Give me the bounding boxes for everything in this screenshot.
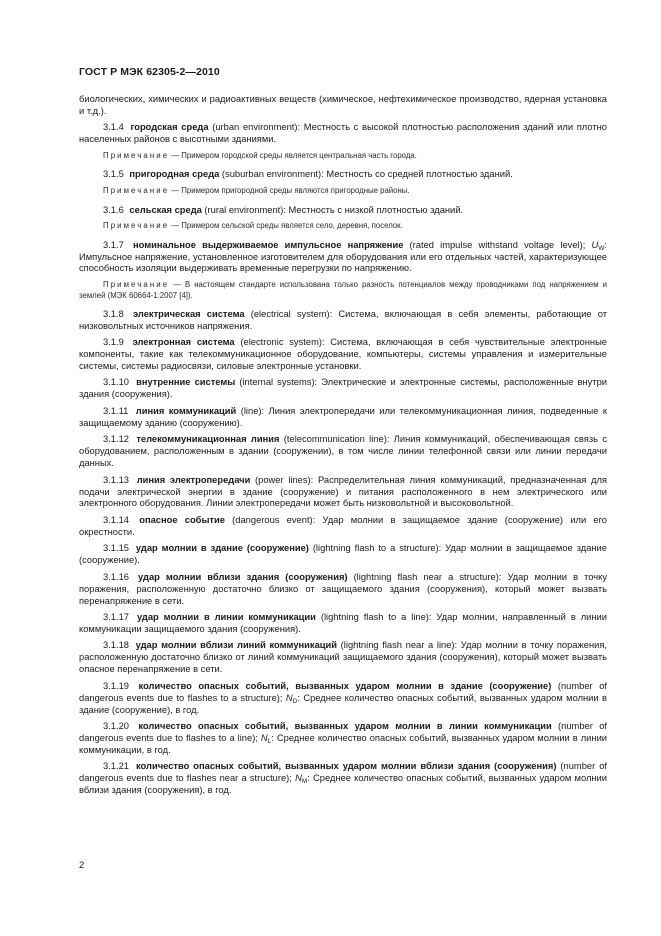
definition-term: городская среда: [130, 122, 209, 133]
definition-number: 3.1.17: [103, 612, 129, 623]
definition-text: (lightning flash near a line): Удар молнии в точку поражения, расположенную достаточно близко от линий коммуникаций защищаемого здания (сооружения), который может вызвать опасное перенапряжение в сети.: [79, 640, 607, 675]
definition-text: (number of dangerous events due to flashes to a structure);: [79, 680, 607, 703]
note-text: В настоящем стандарте использована только разность потенциалов между проводниками под напряжением и землей (МЭК 60664-1:2007 [4]).: [79, 280, 607, 300]
definition-term: удар молнии вблизи линий коммуникаций: [135, 640, 338, 651]
definition: [79, 377, 607, 401]
definition: [79, 406, 607, 430]
definition-number: 3.1.7: [103, 239, 124, 250]
definition-term: электронная система: [132, 337, 235, 348]
definition-number: 3.1.12: [103, 434, 129, 445]
definition-number: 3.1.5: [103, 169, 124, 180]
definition-term: номинальное выдерживаемое импульсное напряжение: [132, 239, 404, 250]
definition-text-continued: : Среднее количество опасных событий, вызванных ударом молнии в здание (сооружение), в год.: [79, 692, 607, 715]
note-label: Примечание: [103, 221, 170, 231]
definition-number: 3.1.21: [103, 761, 129, 772]
definition-number: 3.1.6: [103, 204, 124, 215]
definition-text: (power lines): Распределительная линия коммуникаций, предназначенная для подачи электрической энергии в здание (сооружение) и питания расположенного в нем электрического или электронного оборудования. Линии электропередачи может быть низковольтной и высоковольтной.: [79, 474, 607, 509]
definition-term: удар молнии вблизи здания (сооружения): [138, 571, 348, 582]
note: Примечание — Примером пригородной среды являются пригородные районы.: [103, 186, 410, 196]
symbol: N: [260, 732, 268, 743]
definition-term: опасное событие: [139, 514, 225, 525]
definition: [79, 612, 607, 636]
symbol-subscript: D: [292, 697, 298, 705]
definition-number: 3.1.14: [103, 514, 129, 525]
definition-text: (electronic system): Система, включающая в себя чувствительные электронные компоненты, такие как телекоммуникационное оборудование, компьютеры, системы управления и измерительные системы, системы радиосвязи, силовые электронные установки.: [79, 337, 607, 371]
symbol: U: [591, 239, 599, 250]
symbol-subscript: M: [301, 778, 308, 786]
symbol-subscript: W: [598, 244, 605, 252]
note-label: Примечание: [103, 280, 170, 290]
definition-text-continued: : Среднее количество опасных событий, вызванных ударом молнии в линии коммуникации, в год.: [79, 732, 608, 755]
definition-number: 3.1.8: [103, 308, 124, 319]
definition-text: (electrical system): Система, включающая в себя элементы, работающие от низковольтных источников напряжения.: [79, 308, 607, 331]
symbol: N: [285, 692, 293, 703]
definition-text: (lightning flash to a line): Удар молнии, направленный в линии коммуникации защищаемого здания (сооружения).: [79, 612, 607, 634]
definition-term: пригородная среда: [129, 169, 220, 180]
note-label: Примечание: [103, 186, 170, 196]
definition-text: (telecommunication line): Линия коммуникаций, обеспечивающая связь с оборудованием, расположенным в здании (сооружении), в том числе линии телефонной связи или линии передачи данных.: [79, 434, 608, 469]
note-label: Примечание: [103, 151, 170, 161]
definition: [79, 543, 607, 567]
definition: [79, 434, 607, 470]
definition: [79, 309, 607, 333]
definition-term: телекоммуникационная линия: [136, 434, 280, 445]
definition-text: (suburban environment): Местность со средней плотностью зданий.: [219, 169, 513, 180]
definition: [79, 169, 607, 181]
definition-term: внутренние системы: [136, 377, 236, 388]
definition: [79, 205, 607, 217]
note: Примечание — В настоящем стандарте использована только разность потенциалов между проводниками под напряжением и землей (МЭК 60664-1:2007 [4]).: [79, 280, 607, 300]
definition-text: (number of dangerous events due to flashes to a line);: [79, 721, 607, 743]
definition-text-continued: : Импульсное напряжение, установленное изготовителем для оборудования или его отдельных частей, характеризующее способность изоляции выдерживать временные перегрузки по напряжению.: [79, 239, 607, 274]
symbol-subscript: L: [267, 737, 272, 745]
definition-term: количество опасных событий, вызванных ударом молнии в линии коммуникации: [138, 721, 552, 732]
definition-text: (lightning flash near a structure): Удар молнии в точку поражения, расположенную достаточно близко от защищаемого здания (сооружения), который может вызвать перенапряжение в сети.: [79, 571, 607, 606]
definition: [79, 337, 607, 373]
definition-term: линия электропередачи: [136, 474, 251, 485]
note: Примечание — Примером городской среды является центральная часть города.: [103, 151, 417, 161]
definition-term: удар молнии в здание (сооружение): [135, 543, 309, 554]
definition-number: 3.1.16: [103, 571, 129, 582]
definition-term: количество опасных событий, вызванных ударом молнии в здание (сооружение): [138, 680, 552, 691]
definition-text: (rural environment): Местность с низкой плотностью зданий.: [201, 204, 464, 215]
symbol: N: [295, 773, 302, 784]
definition-number: 3.1.10: [103, 377, 129, 388]
definition-number: 3.1.11: [103, 405, 129, 416]
definition-text: (urban environment): Местность с высокой плотностью расположения зданий или плотно населенных районов с высотными зданиями.: [79, 122, 607, 145]
definition-text: (line): Линия электропередачи или телекоммуникационная линия, подведенные к защищаемому зданию (сооружению).: [79, 405, 607, 428]
definition-number: 3.1.4: [103, 122, 124, 133]
definition-number: 3.1.18: [103, 640, 129, 651]
definition-text: (lightning flash to a structure): Удар молнии в защищаемое здание (сооружение).: [79, 543, 607, 566]
paragraph-text: биологических, химических и радиоактивных веществ (химическое, нефтехимическое производство, ядерная установка и т.д.).: [79, 94, 607, 116]
definition: [79, 640, 607, 676]
document-header: ГОСТ Р МЭК 62305-2—2010: [79, 66, 220, 78]
definition-text-continued: : Среднее количество опасных событий, вызванных ударом молнии вблизи здания (сооружения), в год.: [79, 773, 607, 796]
definition-number: 3.1.19: [103, 680, 129, 691]
note-text: Примером пригородной среды являются пригородные районы.: [181, 186, 410, 196]
definition-number: 3.1.20: [103, 721, 129, 732]
definition-text: (rated impulse withstand voltage level);: [403, 239, 592, 250]
definition: [79, 681, 607, 717]
definition-term: сельская среда: [129, 204, 202, 215]
definition: [79, 240, 607, 276]
definition: [79, 122, 607, 146]
definition: [79, 475, 607, 511]
definition: [79, 515, 607, 539]
definition: [79, 761, 607, 797]
definition-text: (dangerous event): Удар молнии в защищаемое здание (сооружение) или его окрестности.: [79, 514, 607, 537]
document-body: [79, 94, 607, 802]
definition-term: линия коммуникаций: [135, 405, 237, 416]
definition-text: (number of dangerous events due to flashes near a structure);: [79, 761, 607, 784]
definition-text: (internal systems): Электрические и электронные системы, расположенные внутри здания (сооружения).: [79, 377, 607, 400]
page-number: 2: [79, 860, 85, 871]
definition-term: электрическая система: [132, 308, 245, 319]
definition-number: 3.1.15: [103, 543, 129, 554]
definition-number: 3.1.9: [103, 337, 124, 348]
note-text: Примером городской среды является центральная часть города.: [181, 151, 417, 161]
definition: [79, 572, 607, 608]
definition-number: 3.1.13: [103, 474, 129, 485]
note-text: Примером сельской среды является село, деревня, поселок.: [181, 221, 403, 231]
definition-term: количество опасных событий, вызванных ударом молнии вблизи здания (сооружения): [135, 761, 557, 772]
paragraph-continuation: [79, 94, 607, 118]
definition: [79, 721, 607, 757]
definition-term: удар молнии в линии коммуникации: [136, 612, 316, 623]
note: Примечание — Примером сельской среды является село, деревня, поселок.: [103, 221, 403, 231]
